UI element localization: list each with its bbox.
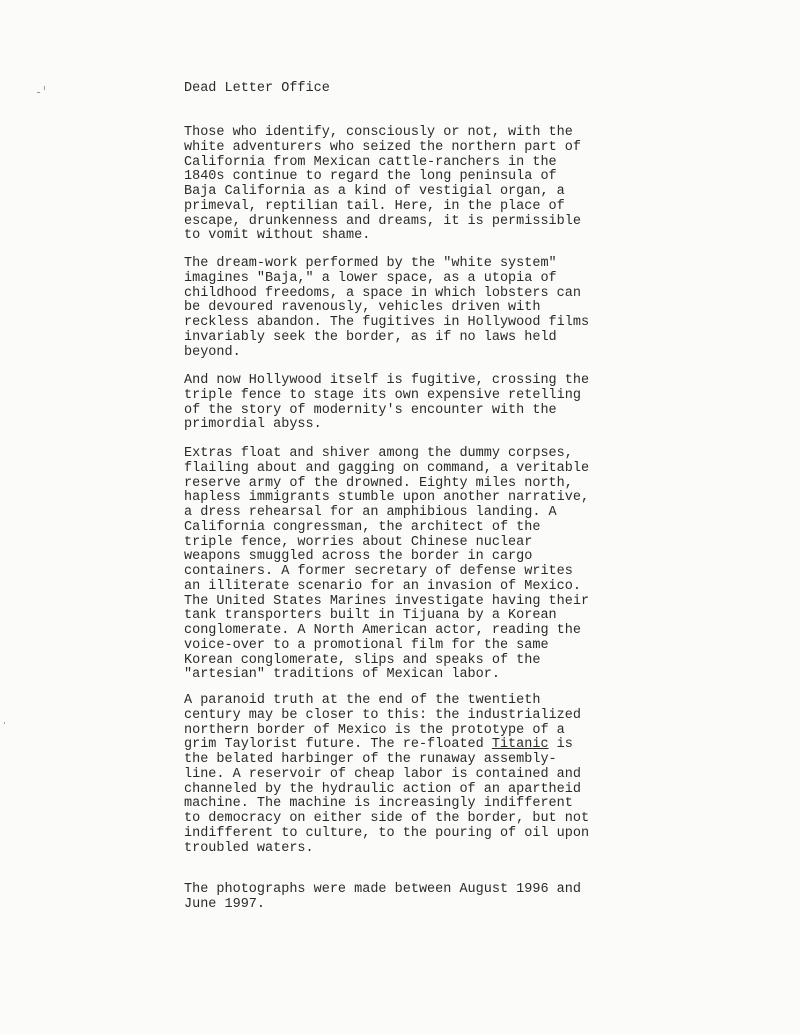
paragraph-2: The dream-work performed by the "white system" imagines "Baja," a lower space, as a utopia of childhood freedoms, a space in which lobsters can be devoured ravenously, vehicles driven with reckless abandon. The fugitives in Hollywood films invariably seek the border, as if no laws held beyond.: [184, 256, 590, 360]
underlined-title-titanic: Titanic: [491, 737, 549, 753]
scan-speck: [44, 86, 45, 90]
paragraph-5-text-before: A paranoid truth at the end of the twentieth century may be closer to this: the industrialized northern border of Mexico is the prototype of a grim Taylorist future. The re-floated: [184, 693, 581, 753]
scan-speck: [37, 92, 40, 93]
paragraph-3: And now Hollywood itself is fugitive, crossing the triple fence to stage its own expensive retelling of the story of modernity's encounter with the primordial abyss.: [184, 373, 590, 433]
paragraph-1: Those who identify, consciously or not, with the white adventurers who seized the northern part of California from Mexican cattle-ranchers in the 1840s continue to regard the long peninsula of Baja California as a kind of vestigial organ, a primeval, reptilian tail. Here, in the place of escape, drunkenness and dreams, it is permissible to vomit without shame.: [184, 125, 581, 244]
paragraph-5: [184, 694, 784, 856]
document-title: Dead Letter Office: [184, 81, 330, 96]
paragraph-4: Extras float and shiver among the dummy corpses, flailing about and gagging on command, a veritable reserve army of the drowned. Eighty miles north, hapless immigrants stumble upon another narrative, a dress rehearsal for an amphibious landing. A California congressman, the architect of the triple fence, worries about Chinese nuclear weapons smuggled across the border in cargo containers. A former secretary of defense writes an illiterate scenario for an invasion of Mexico. The United States Marines investigate having their tank transporters built in Tijuana by a Korean conglomerate. A North American actor, reading the voice-over to a promotional film for the same Korean conglomerate, slips and speaks of the "artesian" traditions of Mexican labor.: [184, 446, 590, 683]
closing-note: The photographs were made between August 1996 and June 1997.: [184, 882, 581, 912]
paragraph-5-text-after: is the belated harbinger of the runaway assembly- line. A reservoir of cheap labor is contained and channeled by the hydraulic action of an apartheid machine. The machine is increasingly indifferent to democracy on either side of the border, but not indifferent to culture, to the pouring of oil upon troubled waters.: [184, 737, 590, 856]
scan-speck: [4, 722, 5, 724]
